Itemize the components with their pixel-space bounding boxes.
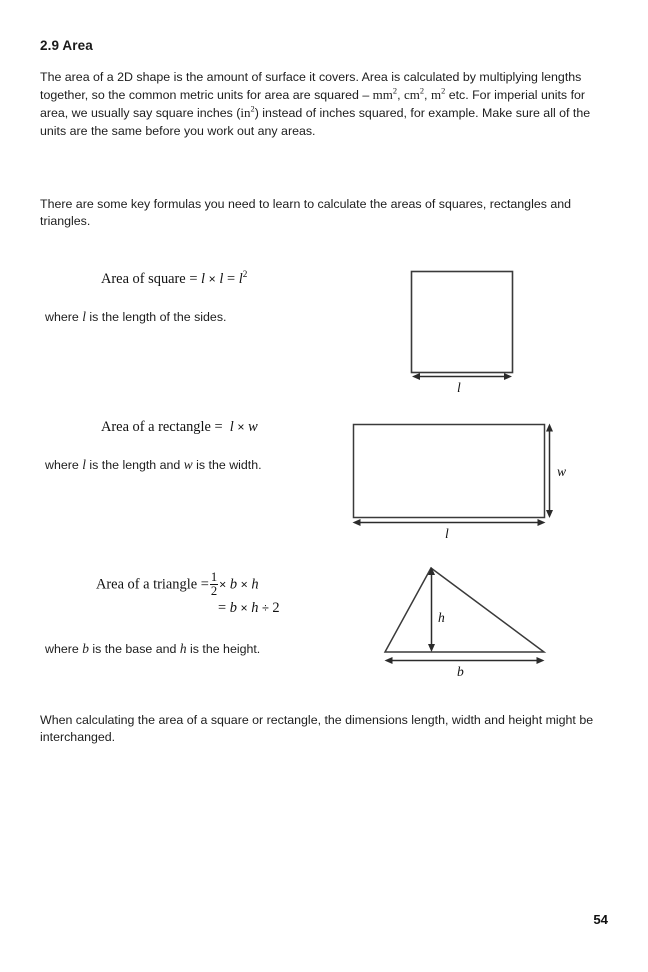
division-sign: ÷ [262, 601, 269, 615]
unit-m-exponent: 2 [441, 86, 446, 96]
unit-millimetres-squared [373, 87, 397, 102]
where-prefix: where [45, 642, 83, 656]
equals-sign: = [227, 271, 236, 287]
intro-text-part-1: The area of a 2D shape is the amount of surface it covers. Area is calculated by multiplying lengths together, so the common metric units for area are squared – [40, 70, 582, 103]
multiplication-sign: × [219, 577, 227, 592]
unit-in-exponent: 2 [250, 105, 255, 115]
multiplication-sign: × [240, 577, 248, 592]
multiplication-sign: × [240, 601, 248, 615]
variable-l: l [82, 457, 86, 472]
variable-b: b [82, 641, 89, 656]
where-suffix: is the height. [186, 642, 261, 656]
arrowhead-up-icon [546, 424, 553, 432]
arrowhead-left-icon [353, 519, 361, 526]
unit-cm-base: cm [403, 87, 420, 103]
unit-mm-exponent: 2 [392, 86, 398, 96]
intro-text-part-2: , [397, 88, 404, 103]
unit-m-base: m [430, 87, 442, 103]
equals-sign: = [200, 576, 209, 593]
arrowhead-right-icon [537, 657, 545, 664]
variable-l-squared: l [238, 271, 243, 287]
fraction-numerator: 1 [210, 570, 218, 584]
unit-inches-squared [240, 105, 254, 120]
variable-l: l [82, 309, 86, 324]
equals-sign: = [214, 419, 223, 435]
intro-text-part-4: etc. For imperial units for area, we usually say square inches ( [40, 88, 586, 121]
rectangle-shape [354, 425, 545, 518]
triangle-diagram-svg [378, 560, 568, 684]
rectangle-dimension-label-w: w [557, 464, 567, 479]
variable-b: b [229, 576, 238, 593]
square-area-formula [101, 271, 247, 288]
page-number: 54 [593, 912, 608, 927]
multiplication-sign: × [208, 272, 216, 286]
variable-w: w [248, 419, 258, 435]
arrowhead-down-icon [546, 510, 553, 518]
rectangle-variable-definition [45, 457, 262, 473]
arrowhead-right-icon [504, 373, 512, 380]
rectangle-diagram-svg [344, 416, 570, 538]
square-diagram [396, 262, 566, 398]
square-variable-definition [45, 309, 226, 325]
triangle-area-formula-line-2 [218, 600, 280, 617]
rectangle-diagram [344, 416, 570, 541]
where-middle: is the base and [88, 642, 180, 656]
triangle-area-formula-line-1 [96, 572, 259, 599]
intro-paragraph [40, 69, 606, 140]
where-prefix: where [45, 458, 83, 472]
fraction-one-half [210, 571, 218, 598]
variable-l: l [229, 419, 234, 435]
equals-sign: = [218, 600, 227, 616]
arrowhead-left-icon [412, 373, 420, 380]
unit-metres-squared [431, 87, 445, 102]
rectangle-formula-name: Area of a rectangle [101, 419, 211, 435]
variable-h: h [251, 600, 259, 616]
rectangle-area-formula [101, 419, 258, 436]
variable-l: l [201, 271, 206, 287]
arrowhead-left-icon [385, 657, 393, 664]
square-diagram-svg [396, 262, 566, 398]
unit-mm-base: mm [372, 87, 393, 103]
page-title: 2.9 Area [40, 38, 93, 53]
unit-in-base: in [240, 105, 251, 121]
where-suffix: is the length of the sides. [85, 310, 227, 324]
variable-l: l [219, 271, 224, 287]
variable-h: h [251, 576, 259, 593]
equals-sign: = [189, 271, 198, 287]
triangle-dimension-label-b: b [457, 664, 464, 679]
fraction-denominator: 2 [210, 583, 218, 598]
intro-text-part-3: , [424, 88, 431, 103]
where-suffix: is the width. [192, 458, 262, 472]
triangle-diagram [378, 560, 568, 684]
closing-paragraph: When calculating the area of a square or rectangle, the dimensions length, width and height might be interchanged. [40, 713, 594, 745]
triangle-variable-definition [45, 641, 260, 657]
triangle-shape [385, 568, 544, 652]
arrowhead-right-icon [538, 519, 546, 526]
variable-h: h [179, 641, 187, 656]
multiplication-sign: × [237, 420, 245, 434]
square-shape [412, 272, 513, 373]
intro-text-part-5: ) instead of inches squared, for example. Make sure all of the units are the same before you work out any areas. [40, 106, 591, 138]
triangle-formula-name: Area of a triangle [96, 576, 198, 593]
where-prefix: where [45, 310, 83, 324]
unit-cm-exponent: 2 [419, 86, 425, 96]
rectangle-dimension-label-l: l [445, 526, 449, 541]
unit-centimetres-squared [404, 87, 424, 102]
formulas-intro-paragraph: There are some key formulas you need to learn to calculate the areas of squares, rectangles and triangles. [40, 197, 572, 229]
variable-b: b [229, 600, 237, 616]
triangle-dimension-label-h: h [438, 610, 445, 625]
variable-w: w [183, 457, 193, 472]
where-middle: is the length and [85, 458, 184, 472]
square-dimension-label-l: l [457, 380, 461, 395]
number-two: 2 [272, 600, 280, 616]
square-formula-name: Area of square [101, 271, 186, 287]
exponent-two: 2 [242, 269, 248, 280]
